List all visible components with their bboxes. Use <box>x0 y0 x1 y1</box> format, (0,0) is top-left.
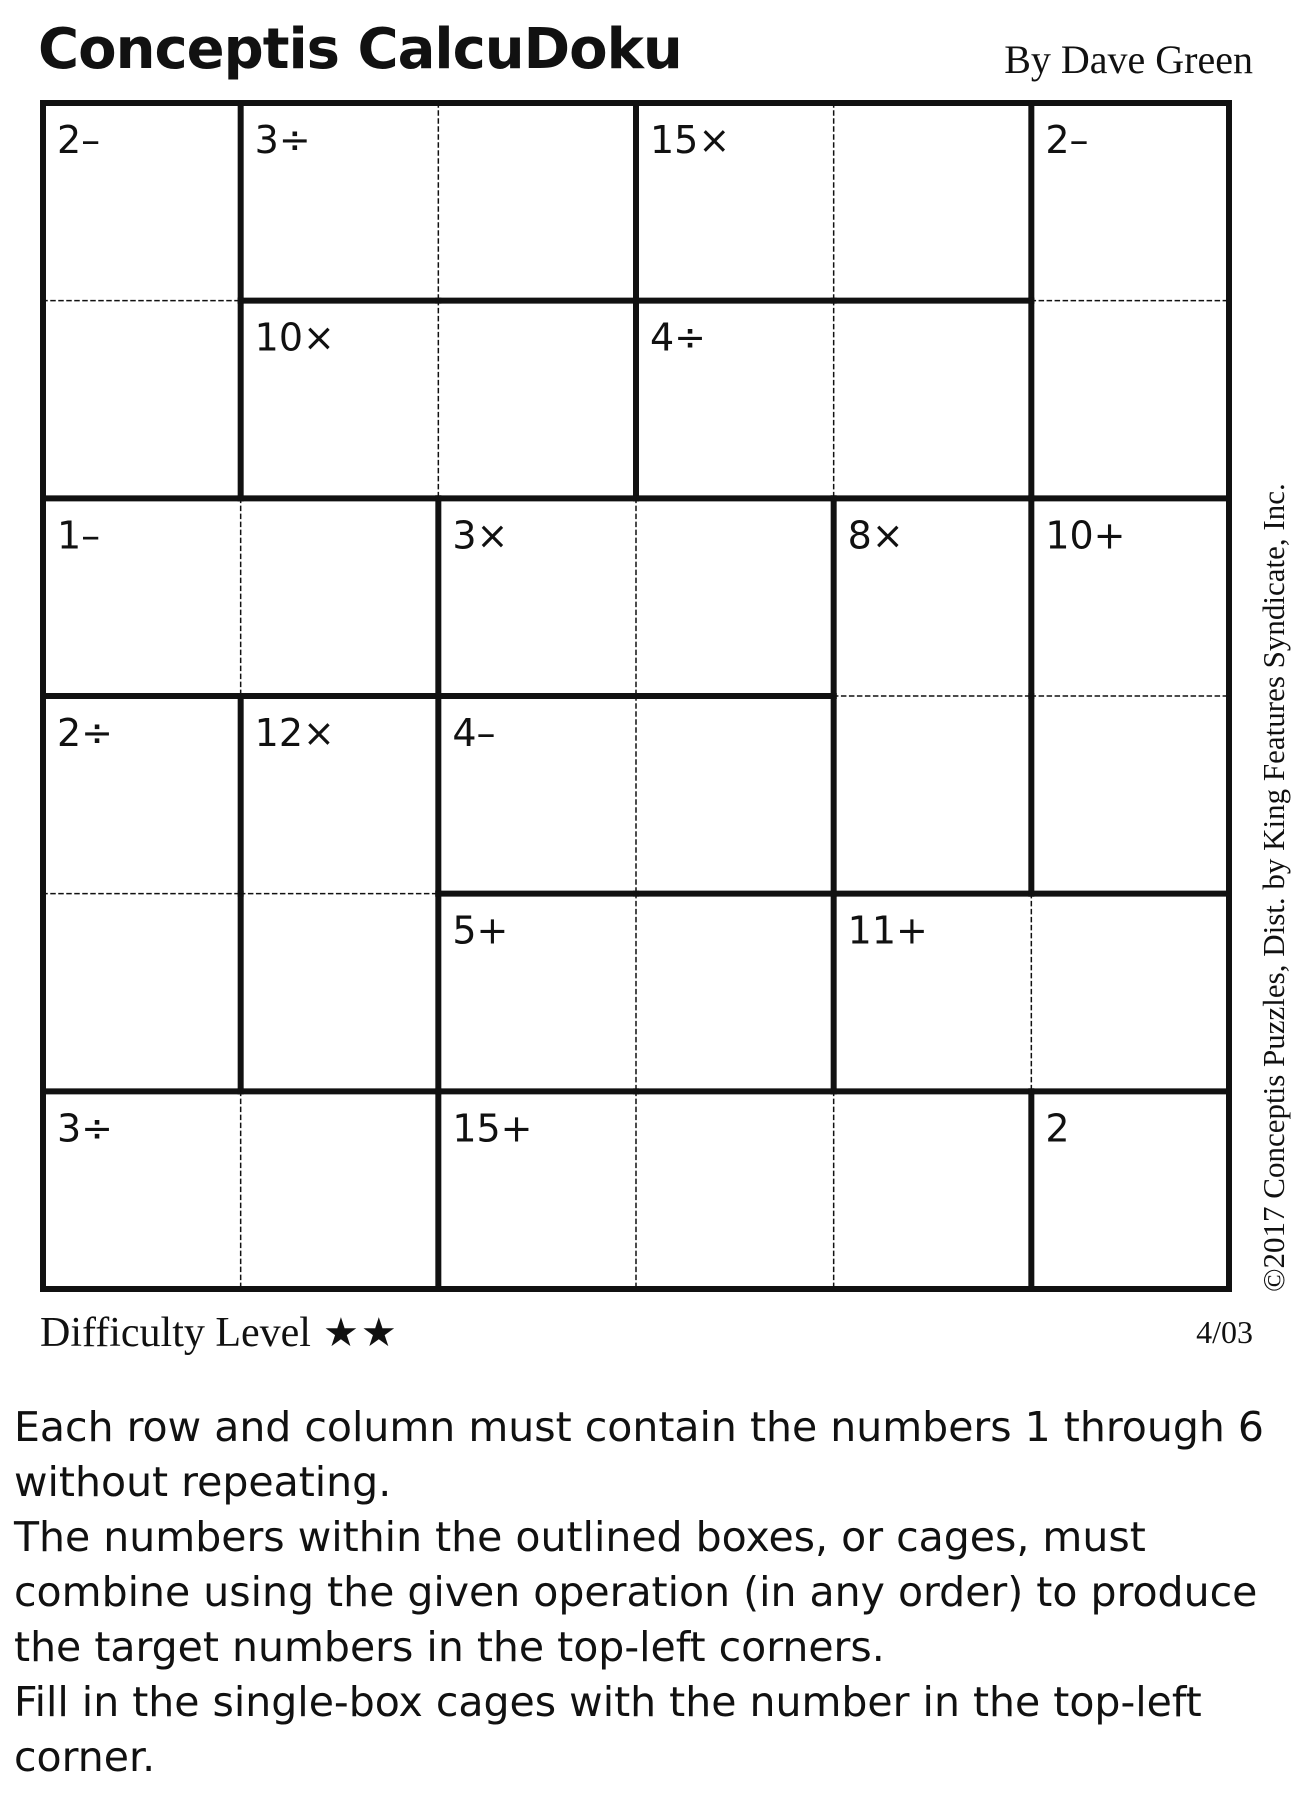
cage-clue: 15× <box>650 118 731 162</box>
grid-cell-r1-c4[interactable] <box>834 301 1032 499</box>
difficulty-stars: ★★ <box>322 1310 399 1356</box>
calcudoku-grid <box>40 100 1232 1292</box>
cage-clue: 8× <box>847 513 904 558</box>
grid-cell-r0-c4[interactable] <box>834 103 1032 301</box>
cage-clue: 10+ <box>1045 513 1126 558</box>
instruction-3: Fill in the single-box cages with the number in the top-left corner. <box>14 1678 1202 1781</box>
cage-clue: 4– <box>452 711 496 755</box>
grid-cell-r1-c2[interactable] <box>438 301 636 499</box>
copyright-credit: ©2017 Conceptis Puzzles, Dist. by King Features Syndicate, Inc. <box>1256 483 1291 1292</box>
cage-clue: 2 <box>1045 1106 1070 1151</box>
difficulty-label: Difficulty Level <box>40 1310 311 1356</box>
grid-cell-r3-c5[interactable] <box>1031 696 1229 894</box>
grid-cell-r2-c3[interactable] <box>636 498 834 696</box>
grid-cell-r4-c1[interactable] <box>241 894 439 1092</box>
cage-clue: 3÷ <box>57 1106 114 1151</box>
cage-clue: 15+ <box>452 1106 533 1151</box>
puzzle-date: 4/03 <box>1196 1314 1253 1350</box>
instructions <box>14 1400 1304 1785</box>
puzzle-title: Conceptis CalcuDoku <box>38 17 682 82</box>
grid-cell-r5-c3[interactable] <box>636 1091 834 1289</box>
author-byline: By Dave Green <box>1004 37 1253 82</box>
grid-cell-r0-c2[interactable] <box>438 103 636 301</box>
cage-clue: 11+ <box>847 908 928 953</box>
difficulty-level <box>40 1312 399 1354</box>
instruction-2: The numbers within the outlined boxes, or cages, must combine using the given operation (in any order) to produce the target numbers in the top-left corners. <box>14 1513 1258 1671</box>
grid-cell-r1-c5[interactable] <box>1031 301 1229 499</box>
grid-cell-r5-c1[interactable] <box>241 1091 439 1289</box>
instruction-1: Each row and column must contain the numbers 1 through 6 without repeating. <box>14 1403 1264 1506</box>
grid-cell-r4-c3[interactable] <box>636 894 834 1092</box>
grid-cell-r4-c5[interactable] <box>1031 894 1229 1092</box>
cage-clue: 2÷ <box>57 711 114 755</box>
grid-cell-r5-c4[interactable] <box>834 1091 1032 1289</box>
cage-clue: 2– <box>1045 118 1089 162</box>
cage-clue: 1– <box>57 513 101 558</box>
cage-clue: 5+ <box>452 908 509 953</box>
cage-clue: 4÷ <box>650 315 707 360</box>
cage-clue: 3÷ <box>254 118 311 162</box>
grid-cell-r1-c0[interactable] <box>43 301 241 499</box>
cage-clue: 2– <box>57 118 101 162</box>
cage-clue: 10× <box>254 315 335 360</box>
grid-cell-r2-c1[interactable] <box>241 498 439 696</box>
grid-cell-r3-c4[interactable] <box>834 696 1032 894</box>
cage-clue: 12× <box>254 711 335 755</box>
grid-cell-r4-c0[interactable] <box>43 894 241 1092</box>
cage-clue: 3× <box>452 513 509 558</box>
grid-cell-r3-c3[interactable] <box>636 696 834 894</box>
